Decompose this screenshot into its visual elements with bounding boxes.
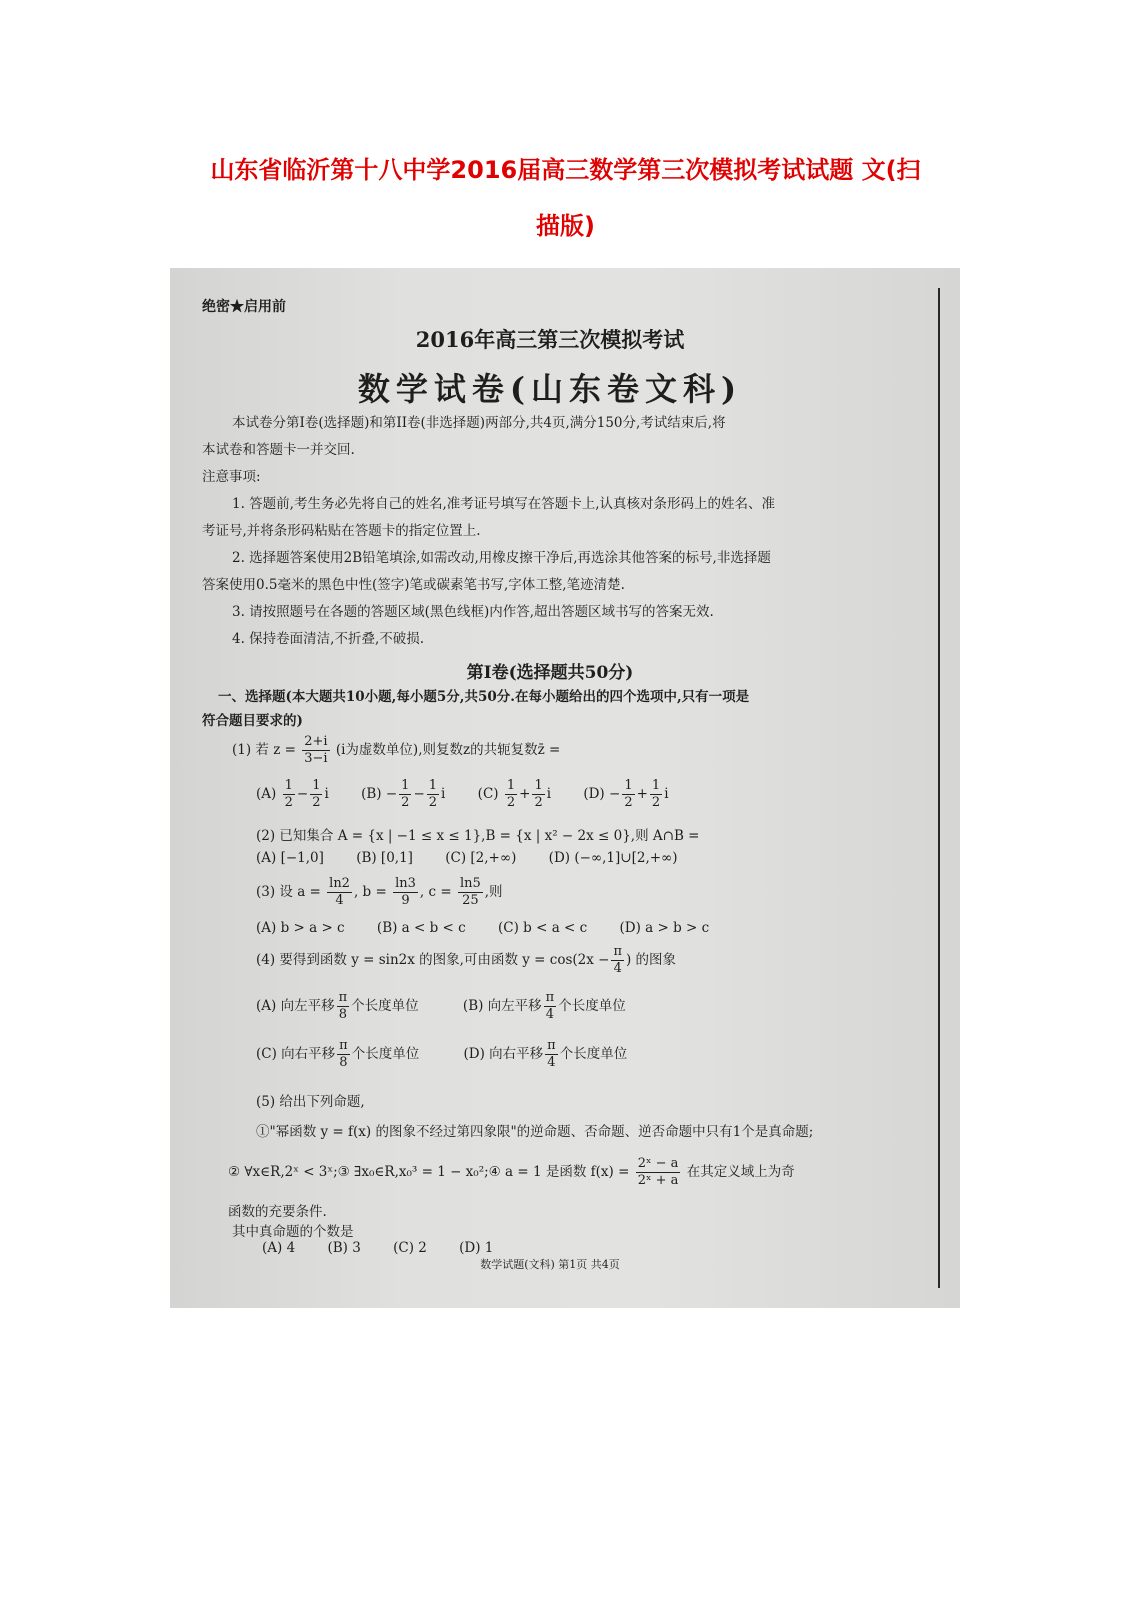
notes-label: 注意事项: bbox=[202, 469, 261, 485]
question-3-stem bbox=[256, 876, 503, 909]
question-5-question: 其中真命题的个数是 bbox=[232, 1224, 354, 1240]
q3-a-frac bbox=[327, 876, 352, 909]
frac-num: π bbox=[545, 990, 555, 1005]
q1-option-a-label: (A) bbox=[256, 786, 277, 802]
section-title: 第I卷(选择题共50分) bbox=[466, 663, 634, 683]
q4-option-b-tail: 个长度单位 bbox=[558, 998, 626, 1014]
q1-option-b-frac-1 bbox=[399, 778, 411, 811]
frac-num: 1 bbox=[624, 778, 633, 793]
q4-option-d-tail: 个长度单位 bbox=[559, 1046, 628, 1062]
q3-option-b: (B) a < b < c bbox=[376, 920, 466, 936]
q4-option-d-frac bbox=[545, 1038, 558, 1071]
q3-b-frac bbox=[393, 876, 418, 909]
q4-prefix: (4) 要得到函数 y = sin2x 的图象,可由函数 y = cos(2x − bbox=[256, 952, 610, 968]
q3-c-frac bbox=[458, 876, 483, 909]
frac-den: 4 bbox=[613, 961, 622, 976]
frac-num: π bbox=[339, 1038, 348, 1053]
q4-option-d bbox=[464, 1038, 628, 1071]
question-2-stem: (2) 已知集合 A = {x | −1 ≤ x ≤ 1},B = {x | x² − 2x ≤ 0},则 A∩B = bbox=[256, 828, 700, 844]
q1-option-a-frac-1 bbox=[283, 778, 295, 811]
question-1-stem bbox=[232, 734, 560, 767]
q4-option-c-frac bbox=[337, 1038, 350, 1071]
q1-option-b-label: (B) bbox=[361, 786, 382, 802]
paper-title: 数学试卷(山东卷文科) bbox=[357, 370, 743, 408]
question-4-stem bbox=[256, 944, 676, 977]
note-2-line-2: 答案使用0.5毫米的黑色中性(签字)笔或碳素笔书写,字体工整,笔迹清楚. bbox=[202, 577, 625, 593]
q1-option-a-sign: − bbox=[296, 786, 309, 802]
document-title-line-2: 描版) bbox=[536, 212, 595, 240]
q1-option-d-sign: + bbox=[636, 786, 648, 802]
frac-num: π bbox=[613, 944, 622, 959]
q4-option-c-tail: 个长度单位 bbox=[351, 1046, 420, 1062]
q1-option-b bbox=[361, 778, 445, 811]
q4-option-a-frac bbox=[337, 990, 350, 1023]
page-footer: 数学试题(文科) 第1页 共4页 bbox=[480, 1258, 620, 1271]
q5-item-4-frac bbox=[636, 1156, 681, 1189]
intro-line-1: 本试卷分第I卷(选择题)和第II卷(非选择题)两部分,共4页,满分150分,考试结束后,将 bbox=[232, 415, 726, 431]
frac-den: 8 bbox=[339, 1055, 348, 1070]
frac-num: 1 bbox=[284, 778, 293, 793]
q1-option-b-tail: i bbox=[441, 786, 446, 802]
q4-option-a bbox=[256, 990, 419, 1023]
frac-num: 2ˣ − a bbox=[637, 1156, 679, 1171]
section-desc-line-1: 一、选择题(本大题共10小题,每小题5分,共50分.在每小题给出的四个选项中,只有一项是 bbox=[218, 689, 750, 705]
q2-option-d: (D) (−∞,1]∪[2,+∞) bbox=[548, 850, 678, 866]
q4-option-c-label: (C) 向右平移 bbox=[256, 1046, 336, 1062]
q4-option-b bbox=[463, 990, 626, 1023]
question-3-options bbox=[256, 920, 737, 936]
document-title-line-1: 山东省临沂第十八中学2016届高三数学第三次模拟考试试题 文(扫 bbox=[210, 156, 921, 184]
frac-num: ln2 bbox=[329, 876, 350, 891]
frac-den: 2 bbox=[401, 795, 410, 810]
frac-den: 25 bbox=[462, 893, 479, 908]
q4-option-b-frac bbox=[544, 990, 557, 1023]
q4-option-c bbox=[256, 1038, 419, 1071]
exam-title: 2016年高三第三次模拟考试 bbox=[415, 327, 685, 352]
q1-option-d-label: (D) bbox=[583, 786, 605, 802]
frac-num: π bbox=[338, 990, 348, 1005]
q5-items-suffix: 在其定义域上为奇 bbox=[686, 1164, 795, 1180]
q1-option-c bbox=[478, 778, 551, 811]
frac-num: 1 bbox=[651, 778, 661, 793]
note-1-line-2: 考证号,并将条形码粘贴在答题卡的指定位置上. bbox=[202, 523, 481, 539]
frac-den: 2 bbox=[624, 795, 633, 810]
q5-items-prefix: ② ∀x∈R,2ˣ < 3ˣ;③ ∃x₀∈R,x₀³ = 1 − x₀²;④ a = 1 是函数 f(x) = bbox=[228, 1164, 630, 1180]
q1-option-a-frac-2 bbox=[310, 778, 322, 811]
frac-den: 8 bbox=[338, 1007, 347, 1022]
q1-prefix: (1) 若 z = bbox=[232, 742, 296, 758]
q1-fraction bbox=[302, 734, 329, 767]
q4-option-b-label: (B) 向左平移 bbox=[462, 998, 542, 1014]
q1-option-c-sign: + bbox=[519, 786, 531, 802]
frac-num: ln3 bbox=[395, 876, 416, 891]
q3-option-c: (C) b < a < c bbox=[498, 920, 588, 936]
q1-frac-num: 2+i bbox=[304, 734, 328, 749]
question-5-item-4-continued: 函数的充要条件. bbox=[228, 1204, 327, 1220]
frac-den: 4 bbox=[547, 1055, 556, 1070]
q1-option-b-sign: − bbox=[413, 786, 425, 802]
question-4-options-row-2 bbox=[256, 1038, 655, 1071]
frac-den: 2 bbox=[534, 795, 543, 810]
q1-option-d bbox=[583, 778, 668, 811]
q4-option-a-label: (A) 向左平移 bbox=[256, 998, 335, 1014]
frac-num: π bbox=[547, 1038, 556, 1053]
q1-option-c-label: (C) bbox=[477, 786, 499, 802]
q1-option-d-frac-1 bbox=[622, 778, 634, 811]
confidential-label: 绝密★启用前 bbox=[202, 299, 286, 315]
q2-option-a: (A) [−1,0] bbox=[256, 850, 324, 866]
q1-option-a-tail: i bbox=[324, 786, 329, 802]
q1-option-b-lead: − bbox=[385, 786, 398, 802]
q1-option-b-frac-2 bbox=[427, 778, 439, 811]
q3-option-a: (A) b > a > c bbox=[256, 920, 345, 936]
frac-den: 2 bbox=[284, 795, 293, 810]
question-5-options bbox=[262, 1240, 521, 1256]
note-4: 4. 保持卷面清洁,不折叠,不破损. bbox=[232, 631, 425, 647]
q4-suffix: ) 的图象 bbox=[626, 952, 677, 968]
q1-option-d-frac-2 bbox=[650, 778, 662, 811]
frac-den: 2ˣ + a bbox=[637, 1173, 679, 1188]
q2-option-c: (C) [2,+∞) bbox=[445, 850, 517, 866]
q1-option-d-tail: i bbox=[664, 786, 669, 802]
q3-suffix: ,则 bbox=[484, 884, 503, 900]
question-5-stem: (5) 给出下列命题, bbox=[256, 1094, 365, 1110]
q3-c-label: , c = bbox=[419, 884, 452, 900]
q4-option-d-label: (D) 向右平移 bbox=[463, 1046, 544, 1062]
question-5-item-1: ①"幂函数 y = f(x) 的图象不经过第四象限"的逆命题、否命题、逆否命题中只有1个是真命题; bbox=[256, 1124, 814, 1140]
frac-den: 4 bbox=[335, 893, 344, 908]
q4-option-a-tail: 个长度单位 bbox=[351, 998, 419, 1014]
q1-option-d-lead: − bbox=[609, 786, 621, 802]
q5-option-a: (A) 4 bbox=[262, 1240, 296, 1256]
frac-num: 1 bbox=[312, 778, 321, 793]
q5-option-c: (C) 2 bbox=[393, 1240, 427, 1256]
frac-den: 2 bbox=[651, 795, 661, 810]
frac-den: 2 bbox=[428, 795, 438, 810]
q5-option-b: (B) 3 bbox=[327, 1240, 361, 1256]
frac-den: 2 bbox=[312, 795, 321, 810]
frac-den: 2 bbox=[506, 795, 516, 810]
question-1-options bbox=[256, 778, 697, 811]
q1-option-c-frac-1 bbox=[505, 778, 517, 811]
question-4-options-row-1 bbox=[256, 990, 654, 1023]
q3-prefix: (3) 设 a = bbox=[256, 884, 321, 900]
q3-option-d: (D) a > b > c bbox=[619, 920, 710, 936]
q3-b-label: , b = bbox=[353, 884, 387, 900]
q1-option-c-tail: i bbox=[546, 786, 552, 802]
note-3: 3. 请按照题号在各题的答题区域(黑色线框)内作答,超出答题区域书写的答案无效. bbox=[232, 604, 714, 620]
frac-den: 9 bbox=[401, 893, 410, 908]
q1-option-a bbox=[256, 778, 329, 811]
question-2-options bbox=[256, 850, 706, 866]
intro-line-2: 本试卷和答题卡一并交回. bbox=[202, 442, 355, 458]
frac-num: 1 bbox=[534, 778, 543, 793]
frac-num: 1 bbox=[506, 778, 516, 793]
frac-den: 4 bbox=[545, 1007, 555, 1022]
q2-option-b: (B) [0,1] bbox=[356, 850, 413, 866]
q1-suffix: (i为虚数单位),则复数z的共轭复数z̄ = bbox=[335, 742, 561, 758]
frac-num: ln5 bbox=[459, 876, 481, 891]
note-1-line-1: 1. 答题前,考生务必先将自己的姓名,准考证号填写在答题卡上,认真核对条形码上的姓名、准 bbox=[232, 496, 776, 512]
scanned-exam-page bbox=[170, 268, 960, 1308]
frac-num: 1 bbox=[401, 778, 410, 793]
q1-frac-den: 3−i bbox=[304, 751, 328, 766]
q4-frac bbox=[611, 944, 624, 977]
frac-num: 1 bbox=[428, 778, 438, 793]
q1-option-c-frac-2 bbox=[532, 778, 544, 811]
section-desc-line-2: 符合题目要求的) bbox=[202, 713, 303, 729]
page-edge-line bbox=[938, 288, 940, 1288]
question-5-items-2-4 bbox=[228, 1156, 795, 1189]
q5-option-d: (D) 1 bbox=[459, 1240, 494, 1256]
note-2-line-1: 2. 选择题答案使用2B铅笔填涂,如需改动,用橡皮擦干净后,再选涂其他答案的标号,非选择题 bbox=[232, 550, 771, 566]
